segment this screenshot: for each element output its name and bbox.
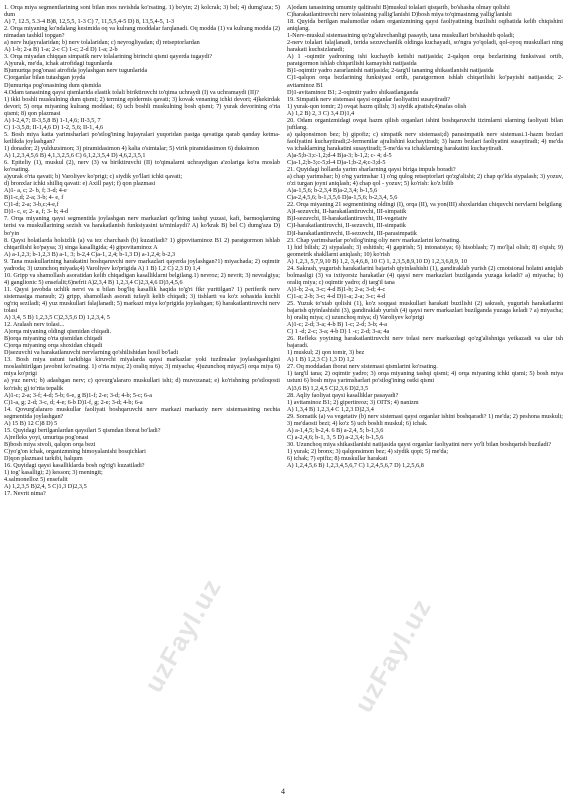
text-line: 25. Yuzuk to'xtab qolishi (1), ko'z soqqasi muskullari harakati buzilishi (2) sakrash, yugurish harakatlarini bajarish qiyinlashishi (3), gandiraklab yurish (4) qaysi nerv markazlari buzilganda yuzaga keladi ? a) miyacha; b) oraliq miya; c) uzunchoq miya; d) Varoliyev ko'prigi — [287, 299, 563, 322]
text-line: 22. Orqa miyaning 21 segmentining oldingi (I), orqa (II), va yon(III) shoxlaridan chiquvchi nervlarni belgilang — [287, 201, 562, 209]
text-line: 26. Refleks yoyining harakatlantiruvchi nerv tolasi nerv markazdagi qo'zg'alishniga yetkazadi va ular ish bajaradi. — [287, 335, 563, 350]
text-line: 23. Chap yarimsharlar po'stlog'ining oliy nerv markazlarini ko'rsating. — [287, 236, 461, 244]
text-line: 1) muskul; 2) qon tomir, 3) bez — [287, 349, 365, 357]
text-line: 14. Qovurg'alararo muskullar faoliyati boshqaruvchi nerv markazi markaziy nerv sistemasining nechta segmentida joylashgan? — [4, 405, 280, 420]
text-line: 2-nerv tolalari falajlanadi, terida sezuvchanlik oldinga kuchayadi, so'ngra yo'qoladi, qol-oyoq muskullari ning harakati kuchsizlanadi; — [287, 39, 563, 54]
text-line: B)I-sezuvchi, II-harakatlantiruvchi, III-vegetativ — [287, 215, 408, 223]
text-line: A)I-sezuvchi, II-harakatlantiruvchi, III-simpatik — [287, 208, 407, 216]
text-line: 1) avitaminoz B1; 2) gipertireoz; 3) OITS; 4) nanizm — [287, 398, 419, 406]
text-line: C)1-a, g; 2-d; 3-c, d; 4-e; 6-b D)1-f, g; 2-e; 3-d; 4-b; 6-a — [4, 398, 143, 406]
text-line: B)orqa miyaning o'rta qismidan chiqadi — [4, 335, 103, 343]
text-line: 1. Orqa miya segmentlarining soni bilan mos ravishda ko'rsating. 1) bo'yin; 2) kolcrak; 3) bel; 4) dumg'aza; 5) dum — [4, 4, 280, 19]
text-line: 30. Uzunchoq miya shikastlanishi natijasida qaysi organlar faoliyatini nerv yo'li bilan boshqarish buziladi? — [287, 440, 552, 448]
text-line: A)a-5;b-3;c-1,2;d-4 B)a-3; b-1,2; c- 4; d-5 — [287, 151, 392, 159]
text-line: 8. Qaysi holatlarda holsizlik (a) va tez charchash (b) kuzatiladi? 1) gipovitaminoz B1 2) paratgormon ishlab chiqarilishi ko'paysa; 3) singa kasalligida; 4) gipovitaminoz A — [4, 236, 280, 251]
text-line: D)I-harakatlantiruvchi, II-sezuvchi, III-parasimpatik — [287, 229, 417, 237]
page-number: 4 — [281, 787, 285, 796]
text-line: 15. Quyidagi berilganlardan qaysilari 5 qismdan iborat bo'ladi? — [4, 426, 161, 434]
text-line: 17. Nevrit nima? — [4, 490, 46, 498]
text-line: A)yurak, me'da, ichak atrofidagi tugunlarda — [4, 60, 113, 68]
text-line: A) 1,2,3, 5,7,9,10 B) 1,2, 3,4,6,8, 10 C) 1, 2,3,5,8,9,10 D) 1,2,3,6,8,9, 10 — [287, 257, 468, 265]
text-line: 10. Gripp va shamollash asoratidan kelib chiqadigan kasalliklarni belgilang.1) nevroz; 2) nevrit; 3) nevralgiya; 4) ganglionic 5) ensefalit;6)nefrit A)2,3,4 B) 1,2,3,4 C)2,3,4,6 D)3,4,5,6 — [4, 271, 280, 286]
text-line: D)umurtqa pog'onasining dum qismida — [4, 81, 101, 89]
text-line: 16. Quyidagi qaysi kasalliklarda bosh og'rig'i kuzatiladi? — [4, 462, 145, 470]
text-line: a) qalqonsimon bez; b) gipofiz; c) simpatik nerv sistemasi;d) parasimpatik nerv sistemasi.1-hazm bezlari faoliyatini kuchaytiradi;2-fermentlar ajralishini kuchaytiradi; 3) hazm bezlari faoliyatini susaytiradi; 4) me'da va ichaklarning harakatini susaytiradi; 5-me'da va ichaklarning harakatini kuchaytiradi. — [287, 130, 563, 152]
text-line: A) 1,2,3,4,5,6 B) 4,1,3,2,5,6 C) 6,1,2,3,5,4 D) 4,6,2,3,5,1 — [4, 151, 146, 159]
text-line: C)a-1,2;b-3;c-5;d-4 D)a-1;b-2,4;c-3;d-5 — [287, 159, 386, 167]
text-line: A) a-1,2,3; b-1,2,3 B) a-1, 3; b-2,4 C)a-1, 2,4; b-1,3 D) a-1,2,4; b-2,3 — [4, 250, 176, 258]
text-line: 7. Orqa miyaning qaysi segmentida joylashgan nerv markazlari qo'lning tashqi yuzasi, kaft, barmoqlarning terisi va muskullarining sezish va harakatlanish funksiyasini ta'minlaydi? A) ko'krak B) bel C) dumg'aza D) bo'yin — [4, 215, 280, 237]
text-line: 1) tog' kasalligi; 2) kesson; 3) meningit; — [4, 469, 103, 477]
text-line: A) 15 B) 12 C)8 D) 5 — [4, 419, 58, 427]
text-line: 2. Orqa miyaning ko'ndalang kesimida oq va kulrang moddalar farqlanadi. Oq modda (1) va kulrang modda (2) nimadan tashkil topgan? — [4, 25, 280, 40]
text-line: D)sezuvchi va harakatlanuvchi nervlarning qo'shilishidan hosil bo'ladi — [4, 349, 179, 357]
text-line: d) bronxlar ichki shilliq qavati: e) Axill payi; f) qon plazmasi — [4, 180, 156, 188]
text-line: A) a-1,4,5; b-2,4. 6 B) a-2,4, 5; b-1,3,6 — [287, 426, 384, 434]
text-line: 1-Nerv-muskul sistemasining qo'zg'aluvchanligi pasayib, tana muskullari bo'shashib qoladi; — [287, 32, 515, 40]
text-line: A) 1 B) 1,2,3 C) 1,3 D) 1,2 — [287, 356, 355, 364]
text-line: 6. Epiteliy (1), muskul (2), nerv (3) va biriktiruvchi (II) to'qimalarni uchraydigan a'zolariga ko'ra moslab ko'rsating. — [4, 159, 280, 174]
text-line: 1) hid bilish; 2) siypalash; 3) eshitish; 4) gapirish; 5) intonatsiya; 6) hisoblash; 7) mo'ljal olish; 8) o'qish; 9) geometrik shakllarni aniqlash; 10) ko'rish — [287, 243, 563, 258]
text-line: A) 3,4, 5 B) 1,2,3,5 C)2,3,5,6 D) 1,2,3,4, 5 — [4, 314, 110, 322]
right-column — [287, 4, 563, 784]
text-line: B)1-c,d; 2-a; 3-b; 4- e, f — [4, 194, 64, 202]
text-line: 1) yurak-qon tomir; 2) ovqat hazm qilish; 3) siydik ajratish;4)nafas olish — [287, 102, 467, 110]
text-line: B)1-oqimtir yadro zararlanishi natijasida; 2-targ'il tananing shikastlanishi natijasida — [287, 67, 494, 75]
text-line: 24. Sakrash, yugurish harakatlarini bajarish qiyinlashishi (1), gandiraklab yurish (2) cmotsional holatni aniqlab bolmasligi (3) va ixtiyorsiz harakatlar (4) qaysi nerv markazlari buzilganda yuzaga keladi? a) miyacha; b) oraliq miya; c) oqimtir yadro; d) targ'il tana — [287, 264, 563, 286]
text-line: 1) donador; 2) yulduzsimon; 3) piramidasimon 4) kalta o'simtalar; 5) virik piramidasimon 6) duksimon — [4, 144, 259, 152]
text-line: 19. Simpatik nerv sistemasi qaysi organlar faoliyatini susaytiradi? — [287, 95, 451, 103]
text-line: a) chap yarimshar; b) o'ng yarimshar 1) o'ng qulog retseptorlari qo'zg'alishi; 2) chap qo'lda siypalash; 3) yozuv, o'zi turgan joyni aniqlash; 4) chap qol - yozuv; 5) ko'rish: ko'z bilib — [287, 173, 563, 188]
text-line: a)yurak o'rta qavati; b) Varoliyev ko'prigi; c) siydik yo'llari ichki qavati; — [4, 173, 183, 181]
text-line: A)1-c; 2-d; 3-a; 4-b B) 1-c; 2-d; 3-b; 4-a — [287, 321, 388, 329]
text-line: 28. Aqliy faoliyat qaysi kasalliklar pasayadi? — [287, 391, 399, 399]
text-line: C) a-2,4,6; b-1, 3, 5 D) a-2,3,4; b-1,5,6 — [287, 433, 384, 441]
text-line: A) I-2,4,7; II-3,5,8 B) 1-1,4,6; II-3,5, 7 — [4, 116, 101, 124]
text-line: A)1-b; 2-a, 3-c; 4-d B)1-b; 2-a; 3-d; 4-c — [287, 285, 386, 293]
text-line: 1) yurak; 2) bronx; 3) qalqonsimon bez; 4) siydik qopi; 5) me'da; — [287, 447, 449, 455]
text-line: A) 1,3,4 B) 1,2,3,4 C 1,2,3 D)2,3,4 — [287, 405, 374, 413]
text-line: C)a-2,4,5,6; b-1,3,5,6 D)a-1,5,6; b-2,3,4, 5,6 — [287, 194, 398, 202]
text-line: C)1-d; 2-a; 3-b,c;4-e,f — [4, 201, 59, 209]
text-line: 18. Quyida berilgan malumotlar odam organizmining qaysi faoliyatining buzilishi oqibatida kelib chiqishini aniqlang. — [287, 18, 563, 33]
text-line: 29. Somatik (a) va vegetativ (b) nerv sistemasi qaysi organlar ishini boshqaradi? 1) me'da; 2) peshona muskuli; 3) me'daosti bezi; 4) ko'z 5) uch boshli muskul; 6) ichak. — [287, 412, 563, 427]
text-line: 5. Bosh miya katta yarimsharlari po'stlog'ining hujayralari yuqoridan pastga qavatiga qarab qanday ketma-ketlikda joylashgan? — [4, 130, 280, 145]
text-line: A)orqa miyaning oldingi qismidan chiqadi. — [4, 328, 112, 336]
text-line: 12. Aralash nerv tolasi... — [4, 321, 65, 329]
text-line: A) 1,2 B) 2, 3 C) 3,4 D)1,4 — [287, 109, 355, 117]
text-line: A) 7, 12.5, 5.3-4 B)8, 12,5,5, 1-3 C) 7, 11,5,5,4-5 D) 8, 13,5,4-5, 1-3 — [4, 18, 175, 26]
text-line: a) nerv hujayralaridan; b) nerv tolalaridan; c) neyrogliyadan; d) retseptorlardan — [4, 39, 200, 47]
text-line: A)a-1,5,6; b-2,3,4 B)a-2,3,4; b-1,5,6 — [287, 187, 378, 195]
text-line: 27. Oq moddadan iborat nerv sistemasi qismlarini ko'rsating. — [287, 363, 438, 371]
document-page — [4, 4, 562, 786]
text-line: A)1- a, c; 2- b, f; 3-d; 4-e — [4, 187, 67, 195]
text-line: C) 1 -d; 2-c; 3-a; 4-b D) 1 -c; 2-d; 3-a; 4a — [287, 328, 390, 336]
text-line: A) 1,2,4,5,6 B) 1,2,3,4,5,6,7 C) 1,2,4,5,6,7 D) 1,2,5,6,8 — [287, 462, 424, 470]
text-line: 4.Odam tanasining qaysi qismlarida elastik tolali biriktiruvchi to'qima uchraydi (I) va uchramaydi (II)? — [4, 88, 259, 96]
text-line: A) 1,2,3,5 B)2,4, 5 C)1,3 D)2,3,5 — [4, 483, 87, 491]
text-line: A)odam tanasining umumiy qaltirashi B)muskul tolalari qisqarib, bo'shasha olmay qolishi — [287, 4, 510, 11]
text-line: D)qon plazmasi tarkibi, halqum — [4, 455, 83, 462]
text-line: C)1-a; 2-b; 3-c; 4-d D)1-a; 2-a; 3-c; 4-d — [287, 292, 386, 300]
watermark: uzFayl.uz — [348, 593, 438, 718]
text-line: C)orqa miyaning orqa shoxidan chiqadi — [4, 342, 103, 350]
text-line: 21. Quyidagi hollarda yarim sharlarning qaysi biriga impuls boradi? — [287, 166, 456, 174]
text-line: B)bosh miya stvoli, qalqon orqa bezi — [4, 440, 96, 448]
text-line: A) 1 -oqimtir yadroning ishi kuchayib ketishi natijasida; 2-qalqon orqa bezlarining funksivasi ortib, paratgormon ishlab chiqarilishi kamayishi natijasida — [287, 53, 563, 68]
text-line: D)1-avitaminoz B1; 2-oqimtir yadro shikastlanganda — [287, 88, 419, 96]
text-line: A) 1-b; 2-a B) 1-a; 2-c C) 1-c; 2-d D) 1-a; 2-b — [4, 46, 118, 54]
text-line: C)I-harakatlantiruvchi, II-sezuvchi, III-simpatik — [287, 222, 406, 230]
text-line: 9. Tana muskullarining harakatini boshqaruvchi nerv markazlari qayerda joylashgan?1) miyachada; 2) oqimtir yadroda; 3) uzunchoq miyada;4) Varoliyev ko'prigida A) 1 B) 1,2 C) 2,3 D) 1,4 — [4, 257, 280, 272]
text-line: 1) targ'il tana; 2) oqimtir yadro; 3) orqa miyaning tashqi qismi; 4) orqa miyaning ichki qismi; 5) bosh miya ustuni 6) bosh miya yarimsharlari po'stlog'ining ostki qismi — [287, 370, 563, 385]
text-line: B)umurtqa pog'onasi atrofida joylashgan nerv tugunlarida — [4, 67, 148, 75]
text-line: 4.salmonelloz 5) ensefalit — [4, 476, 68, 484]
text-line: A)3,6 B) 1,2,4,5 C)2,3,6 D)2,3,5 — [287, 384, 369, 392]
text-line: a) yuz nervi; b) adashgan nerv; c) qovurg'alararo muskullari ishi; d) muvozanat; e) ko'rishning po'stloqosti ko'rish; g) to'rtta tepalik — [4, 377, 280, 392]
text-line: 6) ichak; 7) epifiz; 8) muskullar harakati — [287, 455, 388, 462]
text-line: A)refleks yoyi, umurtqa pog'onasi — [4, 433, 89, 441]
text-line: 11. Qaysi javobda uchlik nervi va u bilan bog'liq kasallik haqida to'g'ri fikr yuritilgan? 1) periferik nerv sistemasiga mansub; 2) gripp, shamollash asorati tufayli kelib chiqadi; 3) tishlarti va ko'z sohasida kuchli og'riq seziladi; 4) yuz muskullari falajlanadi; 5) markazi miya ko'prigida joylashgan; 6) harakatlantiruvchi nerv tolasi — [4, 285, 280, 315]
text-line: C)yo'g'on ichak, organizmning himoyalanishi bosqichlari — [4, 447, 146, 455]
text-line: D)1- c, e; 2- a, f; 3- b; 4-d — [4, 208, 69, 216]
text-line: C)organlar bilan tutashgan joyda — [4, 74, 86, 82]
text-line: A)1-c; 2-a; 3-f; 4-d; 5-b; 6-e, g B)1-f; 2-e; 3-d; 4-b; 5-c; 6-a — [4, 391, 152, 399]
text-line: 3. Orqa miyadan chiqqan simpatik nerv tolalarining birinchi qismi qayerda tugaydi? — [4, 53, 213, 61]
text-line: 1) ikki boshli muskulning dum qismi; 2) terming epidermis qavati; 3) kovak venaning ichki devori; 4)kekirdak devori; 5) orqa miyaning kulrang moddasi; 6) uch boshli muskulning bosh qismi; 7) yurak devorining o'rta qismi; 8) qon plazmasi — [4, 95, 280, 117]
text-line: C)1-qalqon orqa bezlarining funksiyasi ortib, paratgormon ishlab chiqarilishi ko'payishi natijasida; 2-avitaminoz B1 — [287, 74, 563, 89]
text-line: C)harakatlantiruvchi nerv tolasining yallig'lanishi D)bosh miya to'qimasinmg yallig'lanishi — [287, 11, 512, 19]
watermark: uzFayl.uz — [138, 573, 228, 698]
text-line: 13. Bosh miya ustuni tarkibiga kiruvchi miyalarda qaysi markazlar yoki tuzilmalar joylashganligini moslashtirilgan javobni ko'rsating. 1) o'rta miya; 2) oraliq miya; 3) miyacha; 4)uzunchoq miya;5) orqa miya 6) miya ko'prigi — [4, 356, 280, 378]
text-line: C) 1-3,5,8; II-1,4,6 D) 1-2, 5,6; II-1, 4,6 — [4, 123, 104, 131]
text-line: 20. Odam organizmidagi ovqat hazm qilish organlari ishini boshqaruvchi tizimlarni ularning faoliyati bilan juftlang. — [287, 116, 563, 131]
left-column — [4, 4, 280, 784]
